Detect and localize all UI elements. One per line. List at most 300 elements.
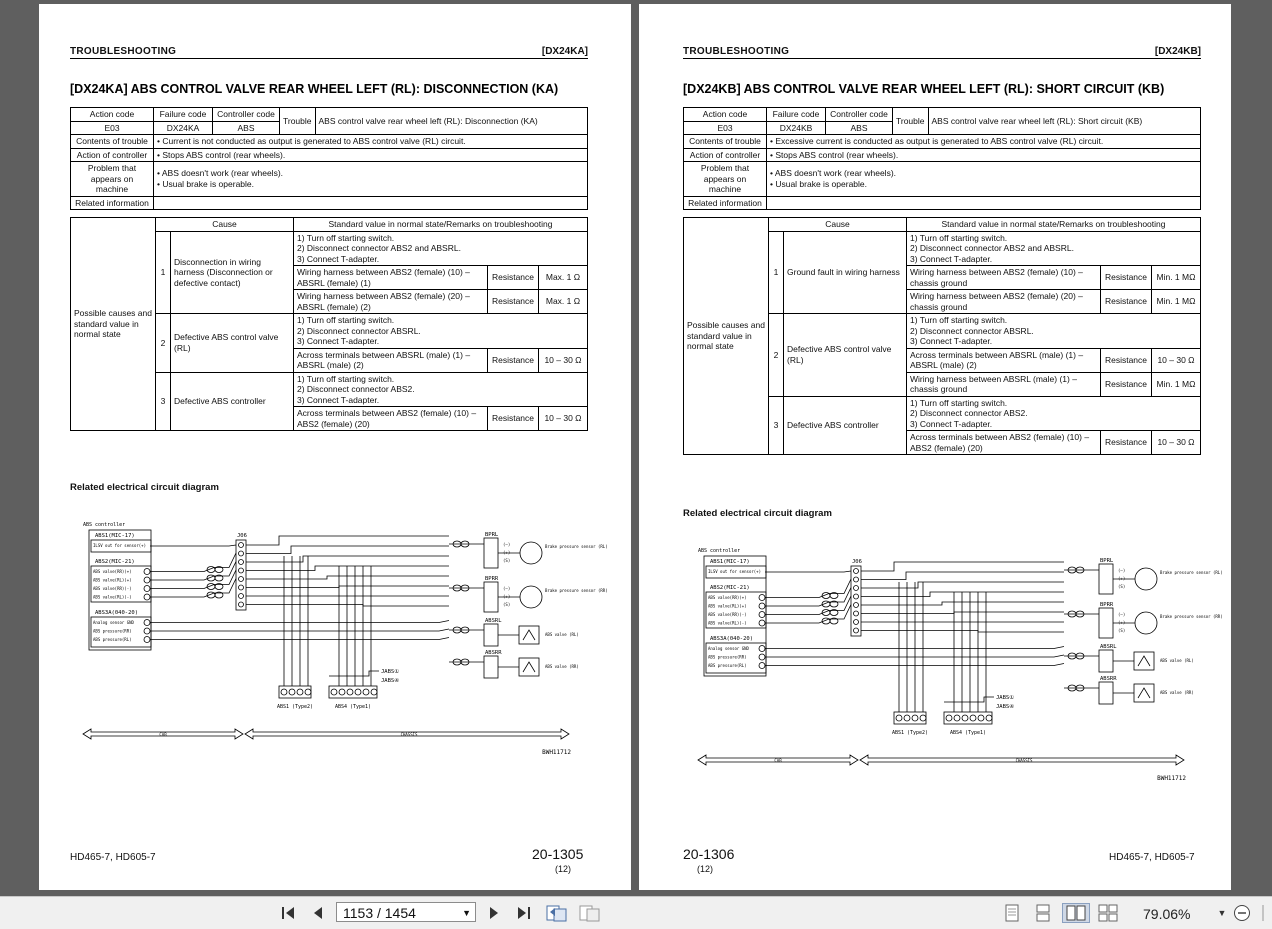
footer-revision: (12) [555, 864, 572, 874]
cell-value: E03 [71, 121, 154, 135]
two-page-continuous-button[interactable] [1096, 903, 1120, 923]
label-jabs4: JABS④ [996, 704, 1015, 710]
cause-number: 1 [156, 231, 171, 314]
step: 2) Disconnect connector ABS2 and ABSRL. [910, 243, 1074, 253]
label-valve: ABS valve (RL) [1160, 658, 1194, 663]
check-type: Resistance [488, 290, 539, 314]
label-connector: BPRL [485, 532, 499, 538]
check-type: Resistance [488, 407, 539, 431]
check-type: Resistance [1101, 372, 1152, 396]
label-drawing-code: BWH11712 [1157, 775, 1186, 782]
pin-circle [144, 620, 150, 626]
step: 2) Disconnect connector ABSRL. [297, 325, 421, 336]
check-type: Resistance [1101, 431, 1152, 455]
label-j06: J06 [852, 559, 862, 565]
page-title: [DX24KA] ABS CONTROL VALVE REAR WHEEL LEFT (RL): DISCONNECTION (KA) [70, 82, 559, 96]
wire [765, 571, 851, 572]
check-item: Wiring harness between ABSRL (male) (1) – chassis ground [907, 372, 1101, 396]
label-connector: BPRR [485, 576, 499, 582]
valve-symbol [1134, 652, 1154, 670]
connector-box [1099, 564, 1113, 594]
label-abs-controller: ABS controller [83, 522, 126, 528]
step: 1) Turn off starting switch. [297, 315, 395, 325]
pin-circle [239, 602, 244, 607]
previous-page-button[interactable] [308, 903, 328, 923]
check-type: Resistance [488, 266, 539, 290]
cause-text: Defective ABS controller [784, 396, 907, 455]
pin-circle [239, 594, 244, 599]
pin-circle [962, 715, 968, 721]
connector-box [484, 582, 498, 612]
pdf-page-left [39, 4, 631, 890]
step: 2) Disconnect connector ABS2. [297, 384, 415, 394]
label-abs2: ABS2(MIC-21) [710, 585, 750, 591]
page-number-input[interactable] [336, 902, 476, 922]
step: 1) Turn off starting switch. [910, 397, 1008, 408]
cell-value [154, 196, 588, 210]
causes-table [70, 217, 588, 431]
cause-text: Disconnection in wiring harness (Disconnection or defective contact) [171, 231, 294, 314]
first-page-button[interactable] [278, 903, 298, 923]
step: 1) Turn off starting switch. [297, 373, 395, 384]
cell-value: • Stops ABS control (rear wheels). [154, 148, 588, 162]
check-type: Resistance [488, 348, 539, 372]
pin-circle [289, 689, 295, 695]
zoom-out-button[interactable] [1231, 903, 1253, 923]
continuous-page-icon [1035, 904, 1051, 922]
label-chassis: CHASSIS [1015, 758, 1033, 763]
wire [861, 572, 1064, 580]
pin-circle [854, 603, 859, 608]
pin-circle [239, 560, 244, 565]
wire [861, 592, 1064, 597]
back-view-icon [546, 904, 568, 922]
check-item: Wiring harness between ABS2 (female) (10) – chassis ground [907, 266, 1101, 290]
cell-value [154, 162, 588, 197]
cell-value: • Excessive current is conducted as output is generated to ABS control valve (RL) circuit. [767, 135, 1201, 149]
label-abs1-pin: ILSV out for sensor(+) [708, 569, 761, 574]
label-drawing-code: BWH11712 [542, 749, 571, 756]
wire [246, 566, 449, 571]
pin-circle [239, 577, 244, 582]
steps [294, 231, 588, 266]
first-page-icon [280, 905, 296, 921]
label-abs3a-pin: ABS pressure(RR) [708, 654, 747, 660]
sensor-symbol [520, 542, 542, 564]
check-type: Resistance [1101, 290, 1152, 314]
step: 3) Connect T-adapter. [297, 336, 380, 346]
cause-text: Defective ABS controller [171, 372, 294, 431]
label-cab: CAB [774, 758, 782, 763]
step: 3) Connect T-adapter. [297, 394, 380, 405]
label-pin: (S) [1118, 628, 1126, 633]
label-cab: CAB [159, 732, 167, 737]
label-abs-controller: ABS controller [698, 548, 741, 554]
label-connector: ABSRL [485, 618, 502, 624]
pin-circle [986, 715, 992, 721]
label-abs3a: ABS3A(040-20) [95, 610, 139, 616]
pin-circle [759, 663, 765, 669]
label-sensor: Brake pressure sensor (RL) [545, 544, 608, 549]
toolbar-overflow[interactable] [1256, 903, 1270, 923]
cell-header: Failure code [154, 108, 213, 122]
problem-line: • ABS doesn't work (rear wheels). [157, 168, 584, 179]
cause-text: Defective ABS control valve (RL) [171, 314, 294, 373]
wire [861, 631, 1064, 633]
zoom-out-icon [1233, 904, 1251, 922]
label-pin: (–) [1118, 568, 1126, 573]
cause-number: 2 [156, 314, 171, 373]
cell-value [767, 196, 1201, 210]
check-type: Resistance [1101, 348, 1152, 372]
last-page-button[interactable] [514, 903, 534, 923]
pin-circle [896, 715, 902, 721]
check-value: 10 – 30 Ω [539, 348, 588, 372]
cause-text: Ground fault in wiring harness [784, 231, 907, 314]
cell-header: Trouble [893, 108, 929, 135]
footer-page-number: 20-1305 [532, 846, 584, 862]
check-item: Across terminals between ABS2 (female) (10) – ABS2 (female) (20) [294, 407, 488, 431]
pin-circle [305, 689, 311, 695]
check-item: Wiring harness between ABS2 (female) (20) – chassis ground [907, 290, 1101, 314]
problem-line: • ABS doesn't work (rear wheels). [770, 168, 1197, 179]
label-abs3a-pin: Analog sensor GND [93, 620, 134, 625]
label-abs2-pin: ABS valve(RL)(-) [93, 594, 132, 600]
valve-coil [1138, 688, 1150, 698]
wire [861, 562, 1064, 571]
header-section: TROUBLESHOOTING [70, 46, 177, 57]
cell-value: ABS [213, 121, 280, 135]
cell-value: • Stops ABS control (rear wheels). [767, 148, 1201, 162]
pin-circle [759, 646, 765, 652]
check-item: Across terminals between ABS2 (female) (10) – ABS2 (female) (20) [907, 431, 1101, 455]
label-j06: J06 [237, 533, 247, 539]
sensor-symbol [1135, 612, 1157, 634]
pin-circle [144, 569, 150, 575]
page-number-value: 1153 / 1454 [343, 905, 416, 921]
footer-model: HD465-7, HD605-7 [1109, 852, 1195, 863]
pin-circle [854, 594, 859, 599]
label-pin: (S) [503, 558, 511, 563]
wire [246, 546, 449, 554]
wire [150, 629, 449, 631]
cell-header: Problem that appears on machine [684, 162, 767, 197]
connector-box [484, 656, 498, 678]
label-abs3a-pin: ABS pressure(RL) [93, 637, 132, 642]
label-abs1-type: ABS1 (Type2) [891, 730, 929, 736]
chevron-down-icon[interactable]: ▼ [462, 908, 471, 918]
step: 2) Disconnect connector ABSRL. [910, 325, 1034, 336]
previous-page-icon [310, 905, 326, 921]
valve-coil [523, 662, 535, 672]
cause-number: 1 [769, 231, 784, 314]
label-abs1-type: ABS1 (Type2) [276, 704, 314, 710]
check-item: Wiring harness between ABS2 (female) (10) – ABSRL (female) (1) [294, 266, 488, 290]
step: 3) Connect T-adapter. [297, 253, 380, 264]
check-value: 10 – 30 Ω [1152, 431, 1201, 455]
cell-header: Action of controller [71, 148, 154, 162]
cell-header: Contents of trouble [71, 135, 154, 149]
check-item: Wiring harness between ABS2 (female) (20) – ABSRL (female) (2) [294, 290, 488, 314]
pin-circle [144, 586, 150, 592]
label-chassis: CHASSIS [400, 732, 418, 737]
cell-header: Contents of trouble [684, 135, 767, 149]
pin-circle [144, 577, 150, 583]
header-code: [DX24KB] [1154, 46, 1201, 57]
label-abs4-type: ABS4 (Type1) [949, 730, 987, 736]
cause-text: Defective ABS control valve (RL) [784, 314, 907, 397]
check-item: Across terminals between ABSRL (male) (1) – ABSRL (male) (2) [294, 348, 488, 372]
check-value: Min. 1 MΩ [1152, 372, 1201, 396]
step: 1) Turn off starting switch. [297, 232, 395, 243]
cause-number: 3 [156, 372, 171, 431]
cell-value: ABS control valve rear wheel left (RL): Disconnection (KA) [315, 108, 587, 135]
label-abs2-pin: ABS valve(RR)(-) [708, 612, 747, 617]
step: 3) Connect T-adapter. [910, 253, 993, 264]
step: 1) Turn off starting switch. [910, 232, 1008, 243]
label-jabs1: JABS① [381, 669, 400, 675]
label-pin: (S) [503, 602, 511, 607]
wire [246, 536, 449, 545]
cell-header: Standard value in normal state/Remarks on troubleshooting [907, 218, 1201, 232]
cell-header: Action code [684, 108, 767, 122]
pin-circle [946, 715, 952, 721]
label-abs2-pin: ABS valve(RL)(+) [93, 577, 132, 583]
page-title: [DX24KB] ABS CONTROL VALVE REAR WHEEL LEFT (RL): SHORT CIRCUIT (KB) [683, 82, 1165, 96]
pin-circle [363, 689, 369, 695]
label-abs2-pin: ABS valve(RL)(+) [708, 603, 747, 609]
check-value: Max. 1 Ω [539, 290, 588, 314]
pin-circle [978, 715, 984, 721]
steps [294, 314, 588, 349]
problem-line: • Usual brake is operable. [157, 179, 584, 190]
j06-block [851, 566, 861, 636]
pin-circle [759, 595, 765, 601]
label-pin: (+) [503, 550, 511, 555]
circuit-svg [79, 516, 608, 756]
label-abs3a-pin: ABS pressure(RL) [708, 663, 747, 668]
single-page-view-button[interactable] [1000, 903, 1024, 923]
circuit-svg [694, 542, 1223, 782]
pin-circle [854, 569, 859, 574]
go-forward-view-button[interactable] [578, 903, 602, 923]
label-connector: BPRL [1100, 558, 1114, 564]
valve-symbol [519, 658, 539, 676]
continuous-view-button[interactable] [1031, 903, 1055, 923]
two-page-continuous-icon [1098, 904, 1118, 922]
failure-info-table [683, 107, 1201, 210]
step: 3) Connect T-adapter. [910, 418, 993, 429]
cell-value [767, 162, 1201, 197]
forward-view-icon [579, 904, 601, 922]
sensor-symbol [520, 586, 542, 608]
zoom-level[interactable]: 79.06% [1143, 906, 1191, 922]
cell-header: Cause [769, 218, 907, 232]
connector-box [1099, 682, 1113, 704]
cell-header: Related information [71, 196, 154, 210]
next-page-icon [486, 905, 502, 921]
chevron-down-icon: ▼ [1217, 908, 1227, 918]
step: 1) Turn off starting switch. [910, 315, 1008, 325]
pin-circle [759, 603, 765, 609]
j06-block [236, 540, 246, 610]
last-page-icon [516, 905, 532, 921]
wire [861, 582, 1064, 588]
connector-box [1099, 650, 1113, 672]
valve-symbol [1134, 684, 1154, 702]
label-connector: ABSRL [1100, 644, 1117, 650]
check-value: 10 – 30 Ω [539, 407, 588, 431]
check-value: Min. 1 MΩ [1152, 266, 1201, 290]
label-abs1: ABS1(MIC-17) [95, 533, 135, 539]
label-valve: ABS valve (RR) [1160, 690, 1194, 695]
steps [907, 396, 1201, 431]
label-jabs4: JABS④ [381, 678, 400, 684]
check-value: Min. 1 MΩ [1152, 290, 1201, 314]
pin-circle [854, 620, 859, 625]
cell-header: Controller code [213, 108, 280, 122]
label-pin: (–) [1118, 612, 1126, 617]
wire [246, 556, 449, 562]
label-pin: (+) [1118, 620, 1126, 625]
pin-circle [904, 715, 910, 721]
pin-circle [759, 620, 765, 626]
wire [944, 697, 994, 702]
pin-circle [239, 543, 244, 548]
cell-value: DX24KB [767, 121, 826, 135]
steps [907, 314, 1201, 349]
cell-header: Standard value in normal state/Remarks on troubleshooting [294, 218, 588, 232]
label-pin: (–) [503, 542, 511, 547]
diagram-section-title: Related electrical circuit diagram [683, 508, 832, 519]
check-item: Across terminals between ABSRL (male) (1) – ABSRL (male) (2) [907, 348, 1101, 372]
go-back-view-button[interactable] [545, 903, 569, 923]
cell-header: Controller code [826, 108, 893, 122]
wire [765, 655, 1064, 657]
pin-circle [355, 689, 361, 695]
label-pin: (+) [503, 594, 511, 599]
circuit-diagram [79, 516, 608, 756]
pin-circle [759, 612, 765, 618]
footer-page-number: 20-1306 [683, 846, 735, 862]
pin-circle [920, 715, 926, 721]
diagram-section-title: Related electrical circuit diagram [70, 482, 219, 493]
pin-circle [759, 654, 765, 660]
label-abs2-pin: ABS valve(RR)(+) [708, 595, 747, 600]
label-sensor: Brake pressure sensor (RR) [545, 588, 608, 593]
label-abs3a-pin: ABS pressure(RR) [93, 628, 132, 634]
label-abs4-type: ABS4 (Type1) [334, 704, 372, 710]
failure-info-table [70, 107, 588, 210]
label-connector: ABSRR [485, 650, 502, 656]
label-abs1: ABS1(MIC-17) [710, 559, 750, 565]
label-abs2: ABS2(MIC-21) [95, 559, 135, 565]
wire [861, 602, 1064, 605]
wire [150, 621, 449, 623]
label-sensor: Brake pressure sensor (RL) [1160, 570, 1223, 575]
pin-circle [144, 628, 150, 634]
step: 2) Disconnect connector ABS2 and ABSRL. [297, 243, 461, 253]
cell-value: ABS control valve rear wheel left (RL): Short circuit (KB) [928, 108, 1200, 135]
footer-model: HD465-7, HD605-7 [70, 852, 156, 863]
two-page-view-button[interactable] [1062, 903, 1090, 923]
label-abs3a: ABS3A(040-20) [710, 636, 754, 642]
steps [294, 372, 588, 407]
pin-circle [854, 628, 859, 633]
wire [150, 638, 449, 640]
connector-box [484, 538, 498, 568]
steps [907, 231, 1201, 266]
pin-circle [912, 715, 918, 721]
pin-circle [281, 689, 287, 695]
header-code: [DX24KA] [541, 46, 588, 57]
valve-symbol [519, 626, 539, 644]
header-rule [70, 58, 588, 59]
pin-circle [339, 689, 345, 695]
valve-coil [1138, 656, 1150, 666]
pin-circle [144, 637, 150, 643]
header-rule [683, 58, 1201, 59]
cell-value: ABS [826, 121, 893, 135]
label-connector: BPRR [1100, 602, 1114, 608]
zoom-dropdown[interactable] [1216, 903, 1228, 923]
label-abs2-pin: ABS valve(RL)(-) [708, 620, 747, 626]
step: 2) Disconnect connector ABS2. [910, 408, 1028, 418]
label-pin: (+) [1118, 576, 1126, 581]
header-section: TROUBLESHOOTING [683, 46, 790, 57]
wire [246, 576, 449, 579]
pin-circle [331, 689, 337, 695]
pin-circle [347, 689, 353, 695]
cell-header: Action code [71, 108, 154, 122]
valve-coil [523, 630, 535, 640]
sensor-symbol [1135, 568, 1157, 590]
step: 3) Connect T-adapter. [910, 336, 993, 346]
cell-value: E03 [684, 121, 767, 135]
pin-circle [144, 594, 150, 600]
label-sensor: Brake pressure sensor (RR) [1160, 614, 1223, 619]
pin-circle [854, 577, 859, 582]
label-abs1-pin: ILSV out for sensor(+) [93, 543, 146, 548]
divider-icon [1258, 904, 1268, 922]
cell-header: Problem that appears on machine [71, 162, 154, 197]
single-page-icon [1004, 904, 1020, 922]
pin-circle [297, 689, 303, 695]
causes-table [683, 217, 1201, 455]
label-connector: ABSRR [1100, 676, 1117, 682]
label-pin: (S) [1118, 584, 1126, 589]
connector-box [1099, 608, 1113, 638]
check-type: Resistance [1101, 266, 1152, 290]
check-value: Max. 1 Ω [539, 266, 588, 290]
cell-header: Failure code [767, 108, 826, 122]
pin-circle [371, 689, 377, 695]
label-abs2-pin: ABS valve(RR)(+) [93, 569, 132, 574]
label-valve: ABS valve (RR) [545, 664, 579, 669]
causes-label: Possible causes and standard value in normal state [684, 218, 769, 455]
pin-circle [954, 715, 960, 721]
wire [861, 612, 1064, 614]
footer-revision: (12) [697, 864, 714, 874]
next-page-button[interactable] [484, 903, 504, 923]
viewer-toolbar [0, 896, 1272, 929]
wire [150, 545, 236, 546]
cause-number: 3 [769, 396, 784, 455]
label-abs3a-pin: Analog sensor GND [708, 646, 749, 651]
wire [765, 647, 1064, 649]
cell-value: DX24KA [154, 121, 213, 135]
wire [246, 586, 449, 588]
